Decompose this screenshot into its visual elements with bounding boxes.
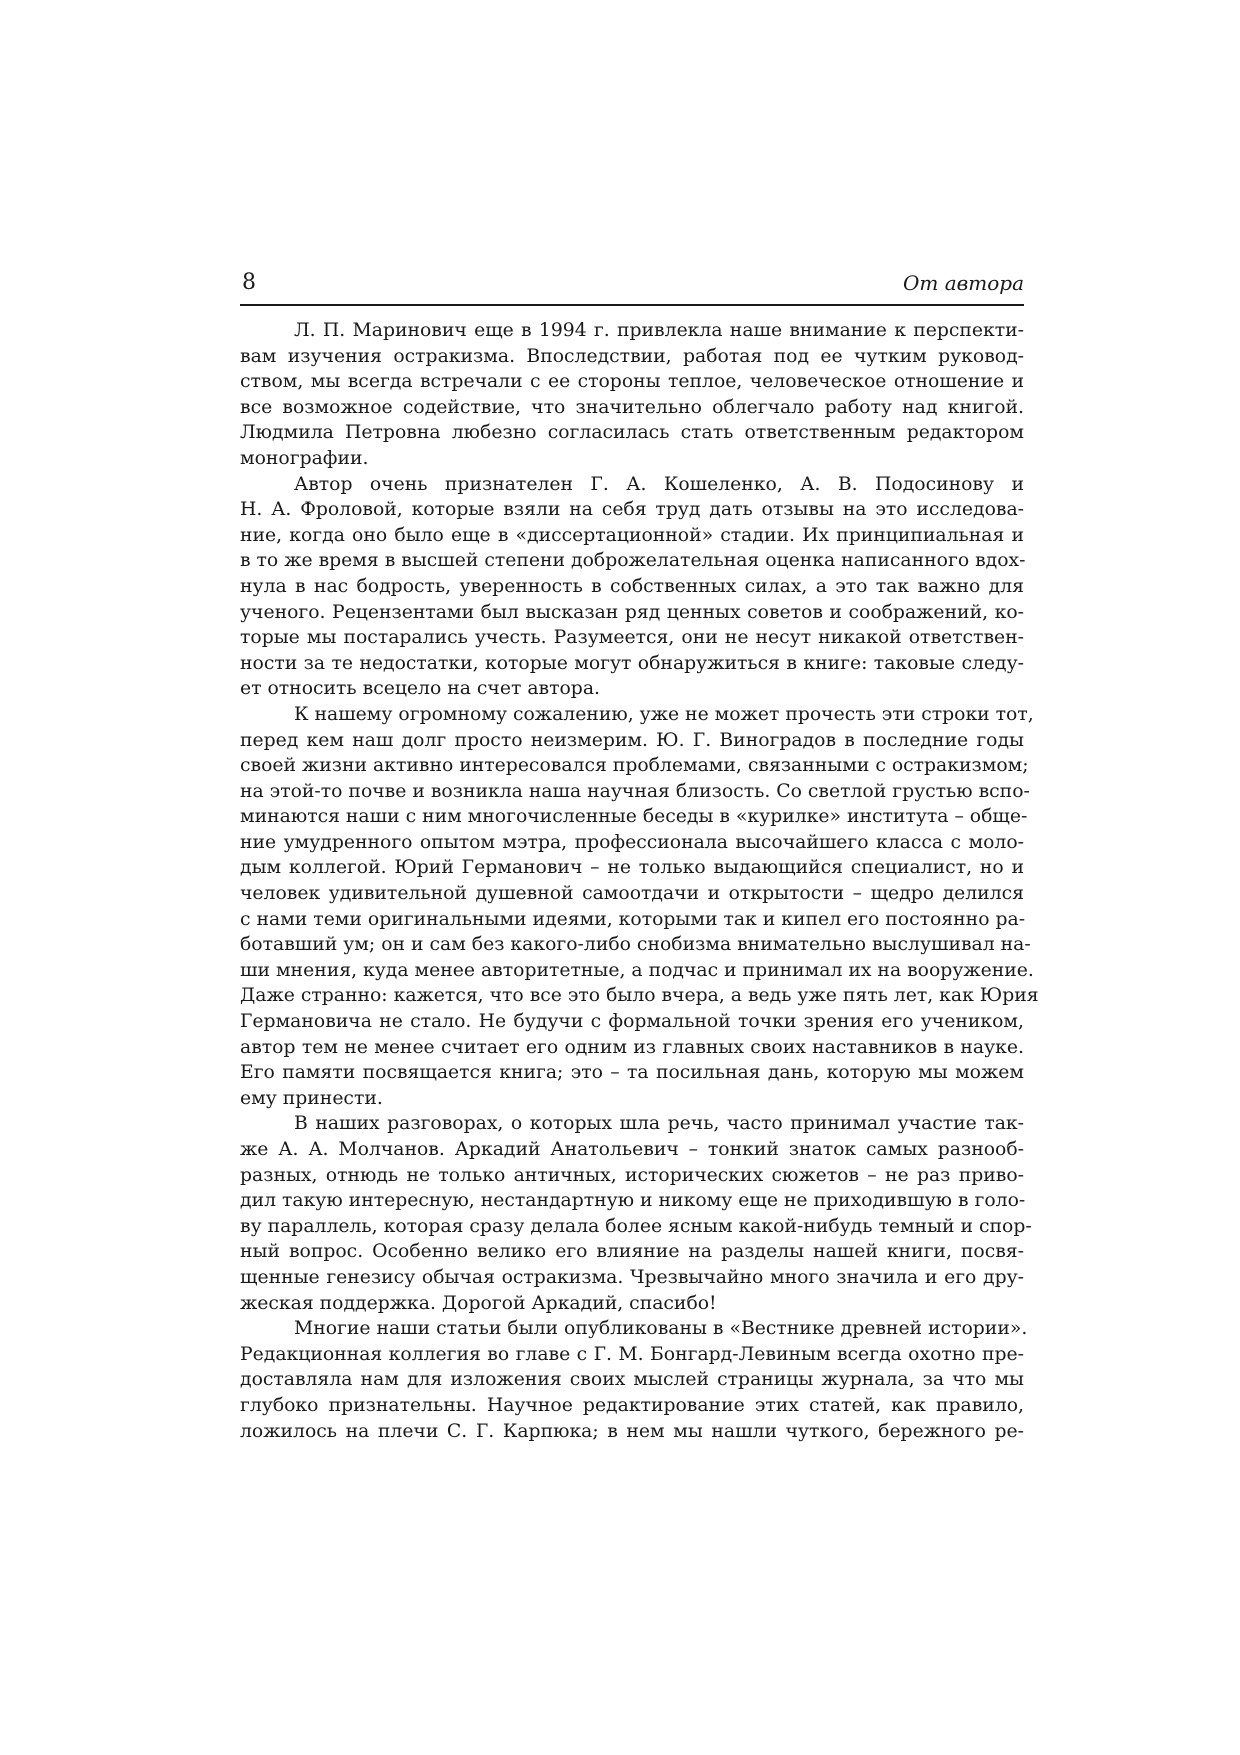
- text-line: Редакционная коллегия во главе с Г. М. Бонгард-Левиным всегда охотно пре-: [240, 1343, 1024, 1365]
- text-line: В наших разговорах, о которых шла речь, часто принимал участие так-: [294, 1113, 1024, 1135]
- text-line: Автор очень признателен Г. А. Кошеленко, А. В. Подосинову и: [294, 473, 1024, 495]
- text-line: перед кем наш долг просто неизмерим. Ю. Г. Виноградов в последние годы: [240, 729, 1024, 751]
- text-line: с нами теми оригинальными идеями, которыми так и кипел его постоянно ра-: [240, 908, 1026, 930]
- text-line: щенные генезису обычая остракизма. Чрезвычайно много значила и его дру-: [240, 1266, 1024, 1288]
- text-line: монографии.: [240, 447, 369, 469]
- text-line: нула в нас бодрость, уверенность в собственных силах, а это так важно для: [240, 575, 1024, 597]
- text-line: доставляла нам для изложения своих мыслей страницы журнала, за что мы: [240, 1369, 1024, 1391]
- body-text: [240, 318, 1039, 1444]
- text-line: ние, когда оно было еще в «диссертационной» стадии. Их принципиальная и: [240, 524, 1024, 546]
- section-title: От автора: [902, 271, 1024, 295]
- text-line: ши мнения, куда менее авторитетные, а подчас и принимал их на вооружение.: [240, 959, 1034, 981]
- paragraph-3: [240, 702, 1039, 1112]
- text-line: жеская поддержка. Дорогой Аркадий, спасибо!: [240, 1292, 717, 1314]
- text-line: торые мы постарались учесть. Разумеется, они не несут никакой ответствен-: [240, 627, 1024, 649]
- paragraph-5: [240, 1316, 1028, 1444]
- paragraph-1: [240, 318, 1024, 472]
- text-line: все возможное содействие, что значительно облегчало работу над книгой.: [240, 396, 1024, 418]
- text-line: Даже странно: кажется, что все это было вчера, а ведь уже пять лет, как Юрия: [240, 985, 1039, 1007]
- text-line: минаются наши с ним многочисленные беседы в «курилке» института – обще-: [240, 806, 1028, 828]
- text-line: Н. А. Фроловой, которые взяли на себя труд дать отзывы на это исследова-: [240, 499, 1024, 521]
- text-line: ством, мы всегда встречали с ее стороны теплое, человеческое отношение и: [240, 371, 1024, 393]
- text-line: ности за те недостатки, которые могут обнаружиться в книге: таковые следу-: [240, 652, 1024, 674]
- text-line: на этой-то почве и возникла наша научная близость. Со светлой грустью вспо-: [240, 780, 1030, 802]
- text-line: разных, отнюдь не только античных, исторических сюжетов – не раз приво-: [240, 1164, 1024, 1186]
- text-line: Германовича не стало. Не будучи с формальной точки зрения его учеником,: [240, 1011, 1024, 1033]
- text-line: ему принести.: [240, 1087, 383, 1109]
- text-line: ет относить всецело на счет автора.: [240, 678, 600, 700]
- paragraph-2: [240, 472, 1024, 702]
- running-head: [240, 268, 1024, 306]
- text-line: в то же время в высшей степени доброжелательная оценка написанного вдох-: [240, 550, 1026, 572]
- text-line: Его памяти посвящается книга; это – та посильная дань, которую мы можем: [240, 1062, 1024, 1084]
- text-line: автор тем не менее считает его одним из главных своих наставников в науке.: [240, 1036, 1024, 1058]
- text-line: человек удивительной душевной самоотдачи и открытости – щедро делился: [240, 883, 1024, 905]
- text-line: ложилось на плечи С. Г. Карпюка; в нем мы нашли чуткого, бережного ре-: [240, 1420, 1024, 1442]
- text-line: ние умудренного опытом мэтра, профессионала высочайшего класса с моло-: [240, 831, 1024, 853]
- text-line: ный вопрос. Особенно велико его влияние на разделы нашей книги, посвя-: [240, 1241, 1024, 1263]
- text-line: своей жизни активно интересовался проблемами, связанными с остракизмом;: [240, 755, 1029, 777]
- text-line: ученого. Рецензентами был высказан ряд ценных советов и соображений, ко-: [240, 601, 1024, 623]
- text-line: ву параллель, которая сразу делала более ясным какой-нибудь темный и спор-: [240, 1215, 1032, 1237]
- text-line: Л. П. Маринович еще в 1994 г. привлекла наше внимание к перспекти-: [294, 320, 1024, 341]
- text-line: Многие наши статьи были опубликованы в «Вестнике древней истории».: [294, 1318, 1028, 1340]
- text-line: дил такую интересную, нестандартную и никому еще не приходившую в голо-: [240, 1190, 1026, 1212]
- text-line: глубоко признательны. Научное редактирование этих статей, как правило,: [240, 1394, 1024, 1416]
- paragraph-4: [240, 1111, 1032, 1316]
- text-line: же А. А. Молчанов. Аркадий Анатольевич – тонкий знаток самых разнооб-: [240, 1139, 1024, 1160]
- text-line: Людмила Петровна любезно согласилась стать ответственным редактором: [240, 422, 1024, 444]
- text-line: вам изучения остракизма. Впоследствии, работая под ее чутким руковод-: [240, 345, 1024, 367]
- text-line: дым коллегой. Юрий Германович – не только выдающийся специалист, но и: [240, 857, 1024, 879]
- text-line: ботавший ум; он и сам без какого-либо снобизма внимательно выслушивал на-: [240, 934, 1031, 956]
- text-line: К нашему огромному сожалению, уже не может прочесть эти строки тот,: [294, 703, 1034, 725]
- book-page: [240, 268, 1039, 1444]
- page-number: 8: [242, 270, 256, 295]
